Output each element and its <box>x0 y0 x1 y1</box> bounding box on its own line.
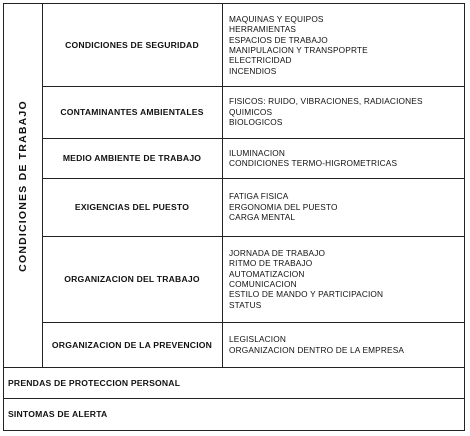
list-item: CONDICIONES TERMO-HIGROMETRICAS <box>229 158 398 168</box>
item-list <box>229 138 461 178</box>
category-label: MEDIO AMBIENTE DE TRABAJO <box>62 153 202 163</box>
side-label-text: CONDICIONES DE TRABAJO <box>17 99 30 272</box>
list-item: QUIMICOS <box>229 106 273 117</box>
list-item: INCENDIOS <box>229 65 277 76</box>
bottom-row-label: PRENDAS DE PROTECCION PERSONAL <box>8 377 181 388</box>
list-item: ESPACIOS DE TRABAJO <box>229 34 328 45</box>
list-item: ERGONOMIA DEL PUESTO <box>229 201 338 212</box>
list-item: ESTILO DE MANDO Y PARTICIPACION <box>229 289 384 300</box>
list-item: MAQUINAS Y EQUIPOS <box>229 13 324 24</box>
column-divider <box>222 4 223 367</box>
bottom-row-label: SINTOMAS DE ALERTA <box>8 409 108 419</box>
side-label <box>4 4 42 367</box>
list-item: AUTOMATIZACION <box>229 268 305 279</box>
list-item: STATUS <box>229 299 262 310</box>
list-item: JORNADA DE TRABAJO <box>229 247 326 258</box>
list-item: BIOLOGICOS <box>229 117 283 128</box>
list-item: MANIPULACION Y TRANSPOPRTE <box>229 45 368 55</box>
category-label: ORGANIZACION DE LA PREVENCION <box>51 339 213 350</box>
item-list <box>229 178 461 236</box>
list-item: COMUNICACION <box>229 279 297 289</box>
list-item: FISICOS: RUIDO, VIBRACIONES, RADIACIONES <box>229 96 423 107</box>
list-item: ORGANIZACION DENTRO DE LA EMPRESA <box>229 344 405 355</box>
item-list <box>229 86 461 138</box>
list-item: HERRAMIENTAS <box>229 24 297 35</box>
category-label: CONTAMINANTES AMBIENTALES <box>60 107 204 117</box>
list-item: CARGA MENTAL <box>229 212 296 223</box>
item-list <box>229 4 461 86</box>
list-item: RITMO DE TRABAJO <box>229 258 313 269</box>
item-list <box>229 236 461 322</box>
category-label: CONDICIONES DE SEGURIDAD <box>65 40 199 50</box>
item-list <box>229 322 461 367</box>
list-item: ILUMINACION <box>229 147 286 158</box>
list-item: LEGISLACION <box>229 334 286 345</box>
list-item: FATIGA FISICA <box>229 191 289 202</box>
list-item: ELECTRICIDAD <box>229 55 292 66</box>
category-label: EXIGENCIAS DEL PUESTO <box>74 202 190 212</box>
category-label: ORGANIZACION DEL TRABAJO <box>64 274 200 284</box>
